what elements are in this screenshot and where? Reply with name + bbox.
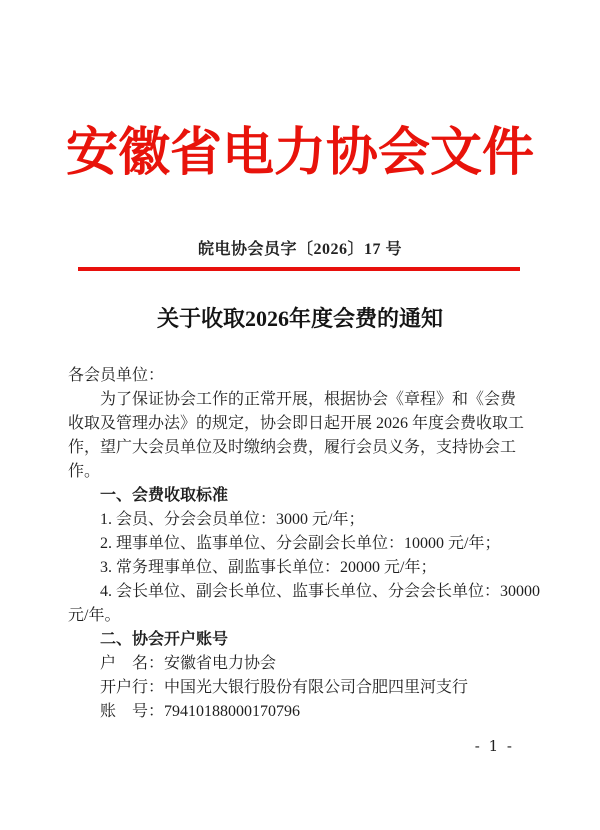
fee-item-2: 2. 理事单位、监事单位、分会副会长单位：10000 元/年；: [100, 535, 501, 552]
fee-item-4-continuation: 元/年。: [68, 607, 121, 624]
fee-item-1: 1. 会员、分会会员单位：3000 元/年；: [100, 511, 365, 528]
intro-line-4: 作。: [68, 463, 101, 480]
red-header-masthead: 安徽省电力协会文件: [65, 125, 534, 182]
red-divider-rule: [78, 267, 520, 271]
intro-line-1: 为了保证协会工作的正常开展，根据协会《章程》和《会费: [100, 391, 517, 408]
intro-line-3: 作，望广大会员单位及时缴纳会费，履行会员义务，支持协会工: [68, 439, 517, 456]
section1-heading: 一、会费收取标准: [100, 487, 229, 504]
fee-item-4: 4. 会长单位、副会长单位、监事长单位、分会会长单位：30000: [100, 583, 541, 600]
fee-item-3: 3. 常务理事单位、副监事长单位：20000 元/年；: [100, 559, 437, 576]
section2-heading: 二、协会开户账号: [100, 631, 229, 648]
notice-title: 关于收取2026年度会费的通知: [156, 306, 443, 331]
bank-branch-line: 开户行：中国光大银行股份有限公司合肥四里河支行: [100, 679, 469, 696]
document-reference-number: 皖电协会员字〔2026〕17 号: [197, 241, 402, 258]
intro-line-2: 收取及管理办法》的规定，协会即日起开展 2026 年度会费收取工: [68, 415, 525, 432]
page-number: - 1 -: [474, 737, 514, 755]
account-number-line: 账 号：79410188000170796: [100, 703, 301, 720]
document-body: [68, 364, 541, 724]
account-name-line: 户 名：安徽省电力协会: [100, 655, 277, 672]
salutation-line: 各会员单位：: [68, 367, 165, 384]
